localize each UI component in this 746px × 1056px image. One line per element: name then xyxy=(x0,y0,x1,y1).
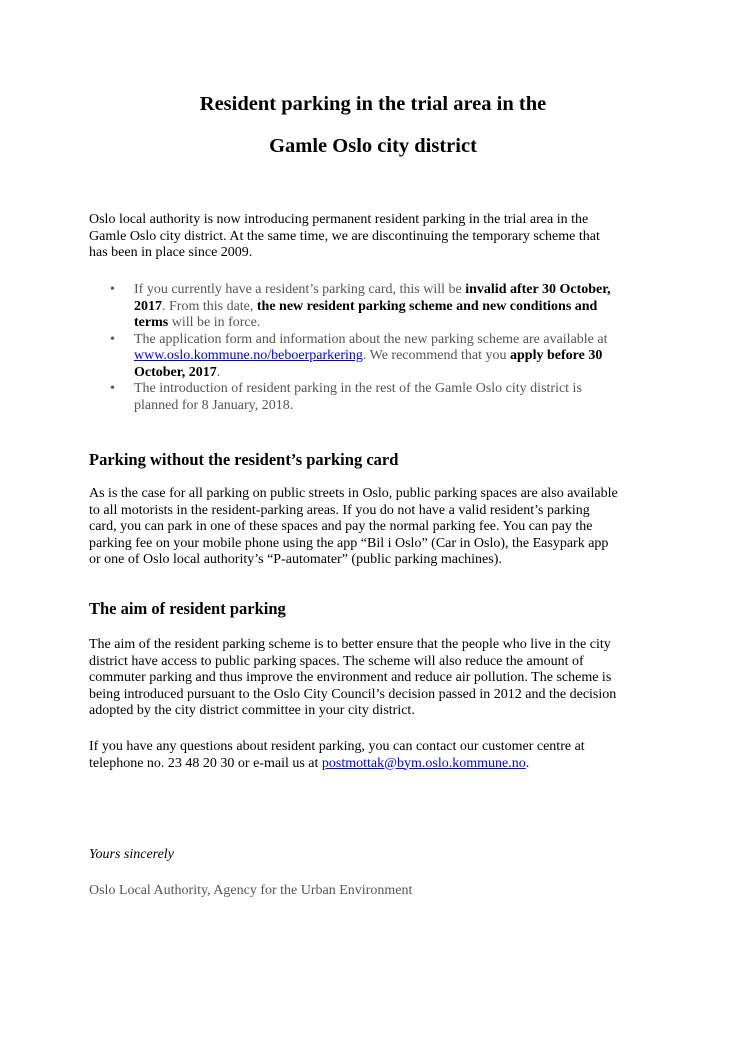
intro-line: Oslo local authority is now introducing permanent resident parking in the trial area in the xyxy=(89,212,589,227)
section-paragraph: As is the case for all parking on public streets in Oslo, public parking spaces are also available to all motorists in the resident-parking areas. If you do not have a valid resident’s parking card, you can park in one of these spaces and pay the normal parking fee. You can pay the parking fee on your mobile phone using the app “Bil i Oslo” (Car in Oslo), the Easypark app or one of Oslo local authority’s “P-automater” (public parking machines). xyxy=(89,486,618,567)
bullet-item: • The application form and information about the new parking scheme are available at www.oslo.kommune.no/beboerparkering. We recommend that you apply before 30 October, 2017. xyxy=(110,331,608,380)
title-line-2: Gamle Oslo city district xyxy=(269,135,477,157)
section-heading: Parking without the resident’s parking card xyxy=(89,450,399,469)
bullet-dot: • xyxy=(110,282,115,297)
salutation: Yours sincerely xyxy=(89,847,174,862)
section-paragraph: The aim of the resident parking scheme is to better ensure that the people who live in the city district have access to public parking spaces. The scheme will also reduce the amount of commuter parking and thus improve the environment and reduce air pollution. The scheme is being introduced pursuant to the Oslo City Council’s decision passed in 2012 and the decision adopted by the city district committee in your city district. xyxy=(89,637,617,718)
intro-line: has been in place since 2009. xyxy=(89,245,253,260)
bullet-item: • If you currently have a resident’s parking card, this will be invalid after 30 October, 2017. From this date, the new resident parking scheme and new conditions and terms will be in force. xyxy=(110,282,611,330)
bullet-item: • The introduction of resident parking in the rest of the Gamle Oslo city district is planned for 8 January, 2018. xyxy=(110,381,582,413)
section-heading: The aim of resident parking xyxy=(89,599,286,618)
contact-paragraph: If you have any questions about resident parking, you can contact our customer centre at telephone no. 23 48 20 30 or e-mail us at postmottak@bym.oslo.kommune.no. xyxy=(89,739,585,771)
title-line-1: Resident parking in the trial area in the xyxy=(199,93,547,115)
bullet-dot: • xyxy=(110,331,115,347)
beboerparkering-link[interactable]: www.oslo.kommune.no/beboerparkering xyxy=(134,348,363,363)
intro-line: Gamle Oslo city district. At the same time, we are discontinuing the temporary scheme that xyxy=(89,228,600,244)
intro-paragraph xyxy=(89,212,664,262)
bullet-list xyxy=(89,282,664,414)
signature: Oslo Local Authority, Agency for the Urban Environment xyxy=(89,883,413,898)
bullet-dot: • xyxy=(110,381,115,396)
email-link[interactable]: postmottak@bym.oslo.kommune.no xyxy=(321,755,526,771)
